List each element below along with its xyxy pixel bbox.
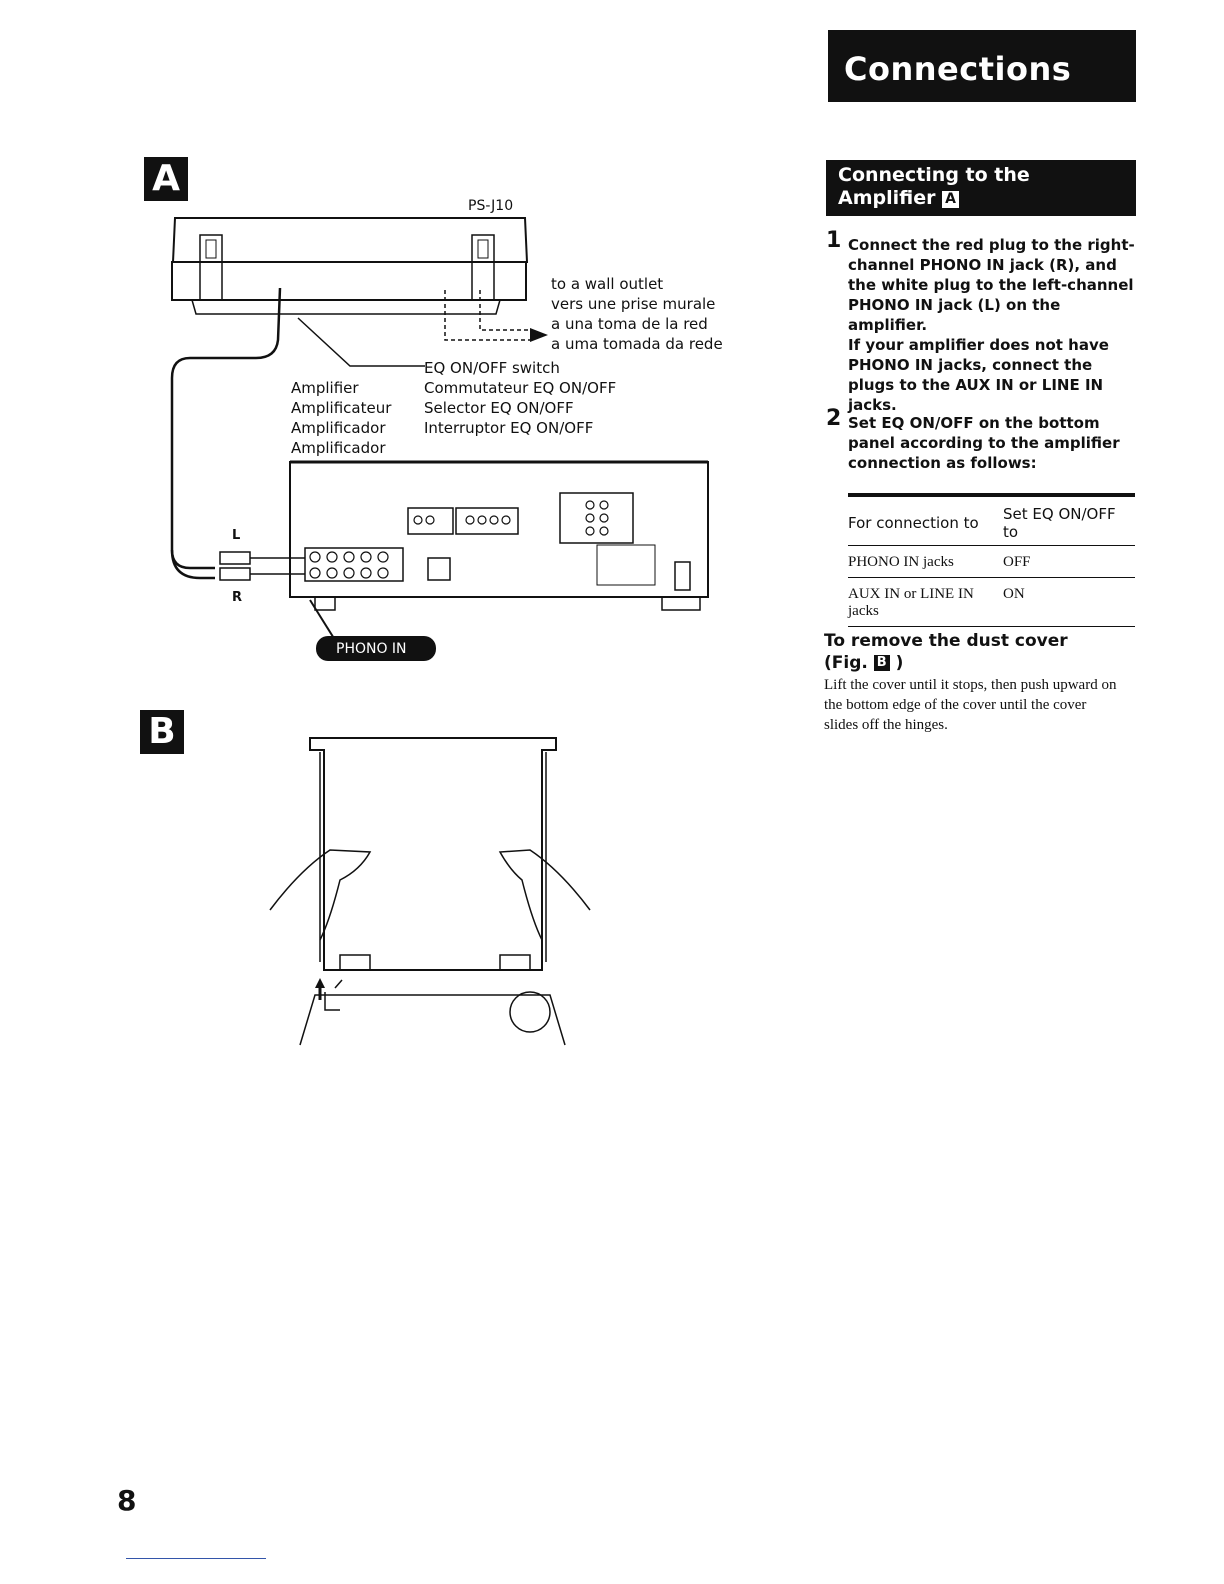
table-cell: AUX IN or LINE IN jacks bbox=[848, 586, 974, 619]
outlet-label-fr: vers une prise murale bbox=[551, 295, 716, 313]
section-heading-line2 bbox=[838, 187, 1136, 210]
footer-rule bbox=[126, 1558, 266, 1559]
step-1-number: 1 bbox=[826, 228, 842, 253]
dust-cover-fig-prefix: (Fig. bbox=[824, 653, 868, 673]
page-number: 8 bbox=[117, 1484, 137, 1517]
table-cell: ON bbox=[1003, 586, 1025, 602]
amp-label-fr: Amplificateur bbox=[291, 399, 392, 417]
eq-label-es: Selector EQ ON/OFF bbox=[424, 399, 574, 417]
eq-label-pt: Interruptor EQ ON/OFF bbox=[424, 419, 594, 437]
outlet-label-en: to a wall outlet bbox=[551, 275, 664, 293]
outlet-label-es: a una toma de la red bbox=[551, 315, 708, 333]
table-row bbox=[848, 546, 1135, 578]
turntable-body bbox=[172, 262, 526, 300]
dust-cover-heading bbox=[824, 630, 1124, 674]
step-2-number: 2 bbox=[826, 406, 842, 431]
amp-label-pt: Amplificador bbox=[291, 439, 386, 457]
amp-label-en: Amplifier bbox=[291, 379, 359, 397]
outlet-label-pt: a uma tomada da rede bbox=[551, 335, 723, 353]
phono-in-label: PHONO IN bbox=[336, 641, 407, 657]
outlet-labels bbox=[551, 274, 723, 354]
section-heading-line2-text: Amplifier bbox=[838, 187, 936, 209]
step-1-text: Connect the red plug to the right-channel PHONO IN jack (R), and the white plug to the left-channel PHONO IN jack (L) on the amplifier. bbox=[848, 236, 1135, 334]
figure-b-diagram bbox=[260, 730, 600, 1050]
dust-cover-body: Lift the cover until it stops, then push upward on the bottom edge of the cover until the cover slides off the hinges. bbox=[824, 677, 1117, 733]
table-row bbox=[848, 578, 1135, 627]
eq-label-fr: Commutateur EQ ON/OFF bbox=[424, 379, 617, 397]
page-title: Connections bbox=[828, 30, 1136, 102]
table-header-connection: For connection to bbox=[848, 514, 979, 532]
left-channel-label: L bbox=[232, 528, 241, 543]
step-2 bbox=[826, 406, 1136, 473]
model-label: PS-J10 bbox=[468, 198, 514, 214]
table-cell: OFF bbox=[1003, 554, 1031, 570]
step-2-text: Set EQ ON/OFF on the bottom panel according to the amplifier connection as follows: bbox=[848, 414, 1120, 472]
section-heading-line1: Connecting to the bbox=[838, 164, 1030, 186]
dust-cover-heading-fig bbox=[824, 652, 1124, 674]
table-cell: PHONO IN jacks bbox=[848, 554, 954, 570]
figure-a-label: A bbox=[144, 157, 188, 201]
amplifier-labels bbox=[291, 378, 391, 458]
eq-settings-table bbox=[848, 493, 1135, 627]
dust-cover-fig-suffix: ) bbox=[895, 653, 904, 673]
eq-label-en: EQ ON/OFF switch bbox=[424, 359, 560, 377]
step-1 bbox=[826, 228, 1136, 415]
section-heading bbox=[826, 160, 1136, 216]
step-1-note: If your amplifier does not have PHONO IN jacks, connect the plugs to the AUX IN or LINE IN jacks. bbox=[848, 336, 1109, 414]
dust-cover-heading-text: To remove the dust cover bbox=[824, 631, 1068, 651]
figure-b-badge: B bbox=[874, 655, 890, 671]
eq-switch-labels bbox=[424, 358, 616, 438]
dust-cover bbox=[310, 738, 556, 970]
table-header-setting: Set EQ ON/OFF to bbox=[1003, 505, 1116, 541]
figure-b-label: B bbox=[140, 710, 184, 754]
figure-a-badge: A bbox=[942, 191, 959, 208]
turntable-lid bbox=[173, 218, 527, 262]
right-channel-label: R bbox=[232, 590, 243, 605]
amp-label-es: Amplificador bbox=[291, 419, 386, 437]
